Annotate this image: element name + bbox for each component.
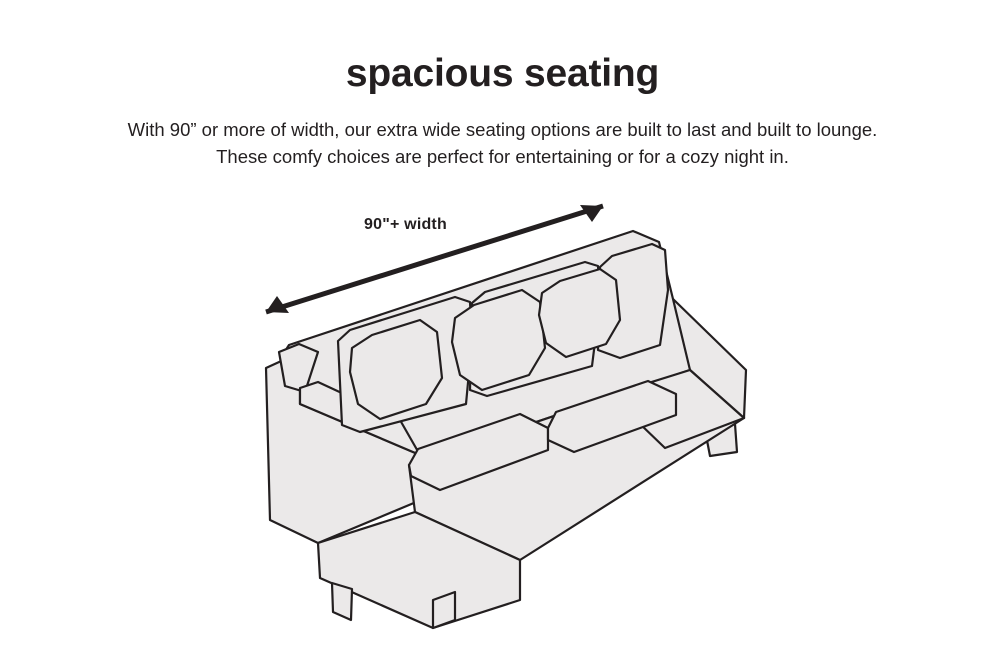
subtitle-line-1: With 90” or more of width, our extra wide seating options are built to last and built to lounge. [127,119,878,140]
page-title: spacious seating [345,52,660,95]
subtitle-line-2: These comfy choices are perfect for entertaining or for a cozy night in. [216,146,789,167]
dimension-label: 90"+ width [364,216,447,233]
